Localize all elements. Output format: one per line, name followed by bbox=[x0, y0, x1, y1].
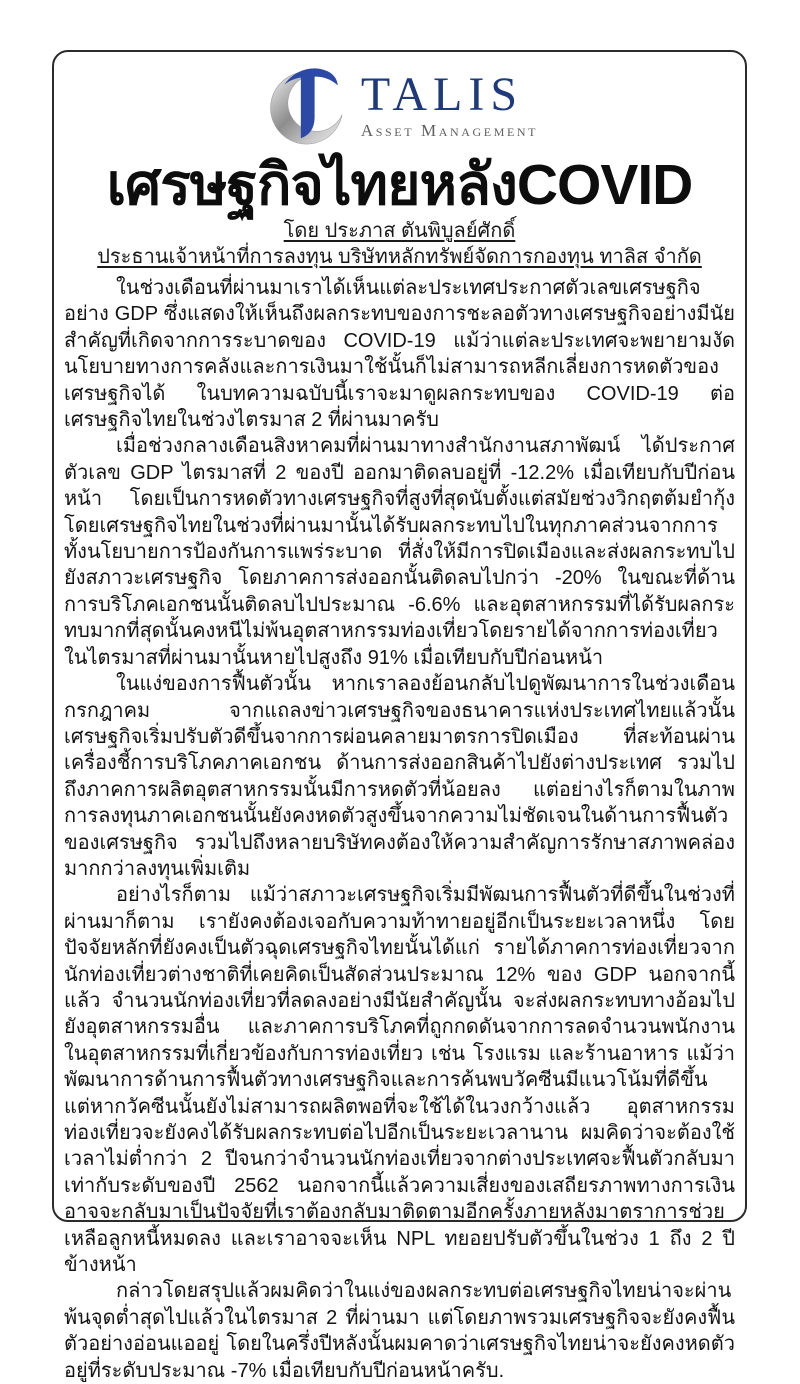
article-title: เศรษฐกิจไทยหลังCOVID bbox=[106, 153, 693, 217]
paragraph-3: ในแง่ของการฟื้นตัวนั้น หากเราลองย้อนกลับไปดูพัฒนาการในช่วงเดือนกรกฎาคม จากแถลงข่าวเศรษฐกิจของธนาคารแห่งประเทศไทยแล้วนั้น เศรษฐกิจเริ่มปรับตัวดีขึ้นจากการผ่อนคลายมาตรการปิดเมือง ที่สะท้อนผ่านเครื่องชี้การบริโภคภาคเอกชน ด้านการส่งออกสินค้าไปยังต่างประเทศ รวมไปถึงภาคการผลิตอุตสาหกรรมนั้นมีการหดตัวที่น้อยลง แต่อย่างไรก็ตามในภาพการลงทุนภาคเอกชนนั้นยังคงหดตัวสูงขึ้นจากความไม่ชัดเจนในด้านการฟื้นตัวของเศรษฐกิจ รวมไปถึงหลายบริษัทคงต้องให้ความสำคัญการรักษาสภาพคล่องมากกว่าลงทุนเพิ่มเติม bbox=[64, 673, 735, 880]
logo-text-block bbox=[360, 68, 539, 141]
article-body bbox=[64, 275, 735, 1384]
logo-subtitle: Asset Management bbox=[360, 121, 539, 141]
talis-logo-icon bbox=[261, 63, 351, 149]
logo-wordmark: TALIS bbox=[360, 68, 524, 122]
paragraph-5: กล่าวโดยสรุปแล้วผมคิดว่าในแง่ของผลกระทบต่อเศรษฐกิจไทยน่าจะผ่านพ้นจุดต่ำสุดไปแล้วในไตรมาส 2 ที่ผ่านมา แต่โดยภาพรวมเศรษฐกิจจะยังคงฟื้นตัวอย่างอ่อนแออยู่ โดยในครึ่งปีหลังนั้นผมคาดว่าเศรษฐกิจไทยน่าจะยังคงหดตัวอยู่ที่ระดับประมาณ -7% เมื่อเทียบกับปีก่อนหน้าครับ. bbox=[64, 1280, 735, 1382]
paragraph-2: เมื่อช่วงกลางเดือนสิงหาคมที่ผ่านมาทางสำนักงานสภาพัฒน์ ได้ประกาศตัวเลข GDP ไตรมาสที่ 2 ของปี ออกมาติดลบอยู่ที่ -12.2% เมื่อเทียบกับปีก่อนหน้า โดยเป็นการหดตัวทางเศรษฐกิจที่สูงที่สุดนับตั้งแต่สมัยช่วงวิกฤตต้มยำกุ้ง โดยเศรษฐกิจไทยในช่วงที่ผ่านมานั้นได้รับผลกระทบไปในทุกภาคส่วนจากการทั้งนโยบายการป้องกันการแพร่ระบาด ที่สั่งให้มีการปิดเมืองและส่งผลกระทบไปยังสภาวะเศรษฐกิจ โดยภาคการส่งออกนั้นติดลบไปกว่า -20% ในขณะที่ด้านการบริโภคเอกชนนั้นติดลบไปประมาณ -6.6% และอุตสาหกรรมที่ได้รับผลกระทบมากที่สุดนั้นคงหนีไม่พ้นอุตสาหกรรมท่องเที่ยวโดยรายได้จากการท่องเที่ยวในไตรมาสที่ผ่านมานั้นหายไปสูงถึง 91% เมื่อเทียบกับปีก่อนหน้า bbox=[64, 435, 735, 669]
article-frame bbox=[52, 50, 747, 1382]
paragraph-1: ในช่วงเดือนที่ผ่านมาเราได้เห็นแต่ละประเทศประกาศตัวเลขเศรษฐกิจอย่าง GDP ซึ่งแสดงให้เห็นถึงผลกระทบของการชะลอตัวทางเศรษฐกิจอย่างมีนัยสำคัญที่เกิดจากการระบาดของ COVID-19 แม้ว่าแต่ละประเทศจะพยายามงัดนโยบายทางการคลังและการเงินมาใช้นั้นก็ไม่สามารถหลีกเลี่ยงการหดตัวของเศรษฐกิจได้ ในบทความฉบับนี้เราจะมาดูผลกระทบของ COVID-19 ต่อเศรษฐกิจไทยในช่วงไตรมาส 2 ที่ผ่านมาครับ bbox=[64, 277, 735, 432]
article-byline: โดย ประภาส ตันพิบูลย์ศักดิ์ bbox=[283, 220, 516, 242]
paragraph-4: อย่างไรก็ตาม แม้ว่าสภาวะเศรษฐกิจเริ่มมีพัฒนการฟื้นตัวที่ดีขึ้นในช่วงที่ผ่านมาก็ตาม เรายังคงต้องเจอกับความท้าทายอยู่อีกเป็นระยะเวลาหนึ่ง โดยปัจจัยหลักที่ยังคงเป็นตัวฉุดเศรษฐกิจไทยนั้นได้แก่ รายได้ภาคการท่องเที่ยวจากนักท่องเที่ยวต่างชาติที่เคยคิดเป็นสัดส่วนประมาณ 12% ของ GDP นอกจากนี้แล้ว จำนวนนักท่องเที่ยวที่ลดลงอย่างมีนัยสำคัญนั้น จะส่งผลกระทบทางอ้อมไปยังอุตสาหกรรมอื่น และภาคการบริโภคที่ถูกกดดันจากการลดจำนวนพนักงานในอุตสาหกรรมที่เกี่ยวข้องกับการท่องเที่ยว เช่น โรงแรม และร้านอาหาร แม้ว่าพัฒนาการด้านการฟื้นตัวทางเศรษฐกิจและการค้นพบวัคซีนมีแนวโน้มที่ดีขึ้น แต่หากวัคซีนนั้นยังไม่สามารถผลิตพอที่จะใช้ได้ในวงกว้างแล้ว อุตสาหกรรมท่องเที่ยวจะยังคงได้รับผลกระทบต่อไปอีกเป็นระยะเวลานาน ผมคิดว่าจะต้องใช้เวลาไม่ต่ำกว่า 2 ปีจนกว่าจำนวนนักท่องเที่ยวจากต่างประเทศจะฟื้นตัวกลับมาเท่ากับระดับของปี 2562 นอกจากนี้แล้วความเสี่ยงของเสถียรภาพทางการเงินอาจจะกลับมาเป็นปัจจัยที่เราต้องกลับมาติดตามอีกครั้งภายหลังมาตราการช่วยเหลือลูกหนี้หมดลง และเราอาจจะเห็น NPL ทยอยปรับตัวขึ้นในช่วง 1 ถึง 2 ปีข้างหน้า bbox=[64, 884, 735, 1277]
author-title: ประธานเจ้าหน้าที่การลงทุน บริษัทหลักทรัพย์จัดการกองทุน ทาลิส จำกัด bbox=[97, 246, 702, 268]
talis-logo bbox=[64, 60, 735, 152]
